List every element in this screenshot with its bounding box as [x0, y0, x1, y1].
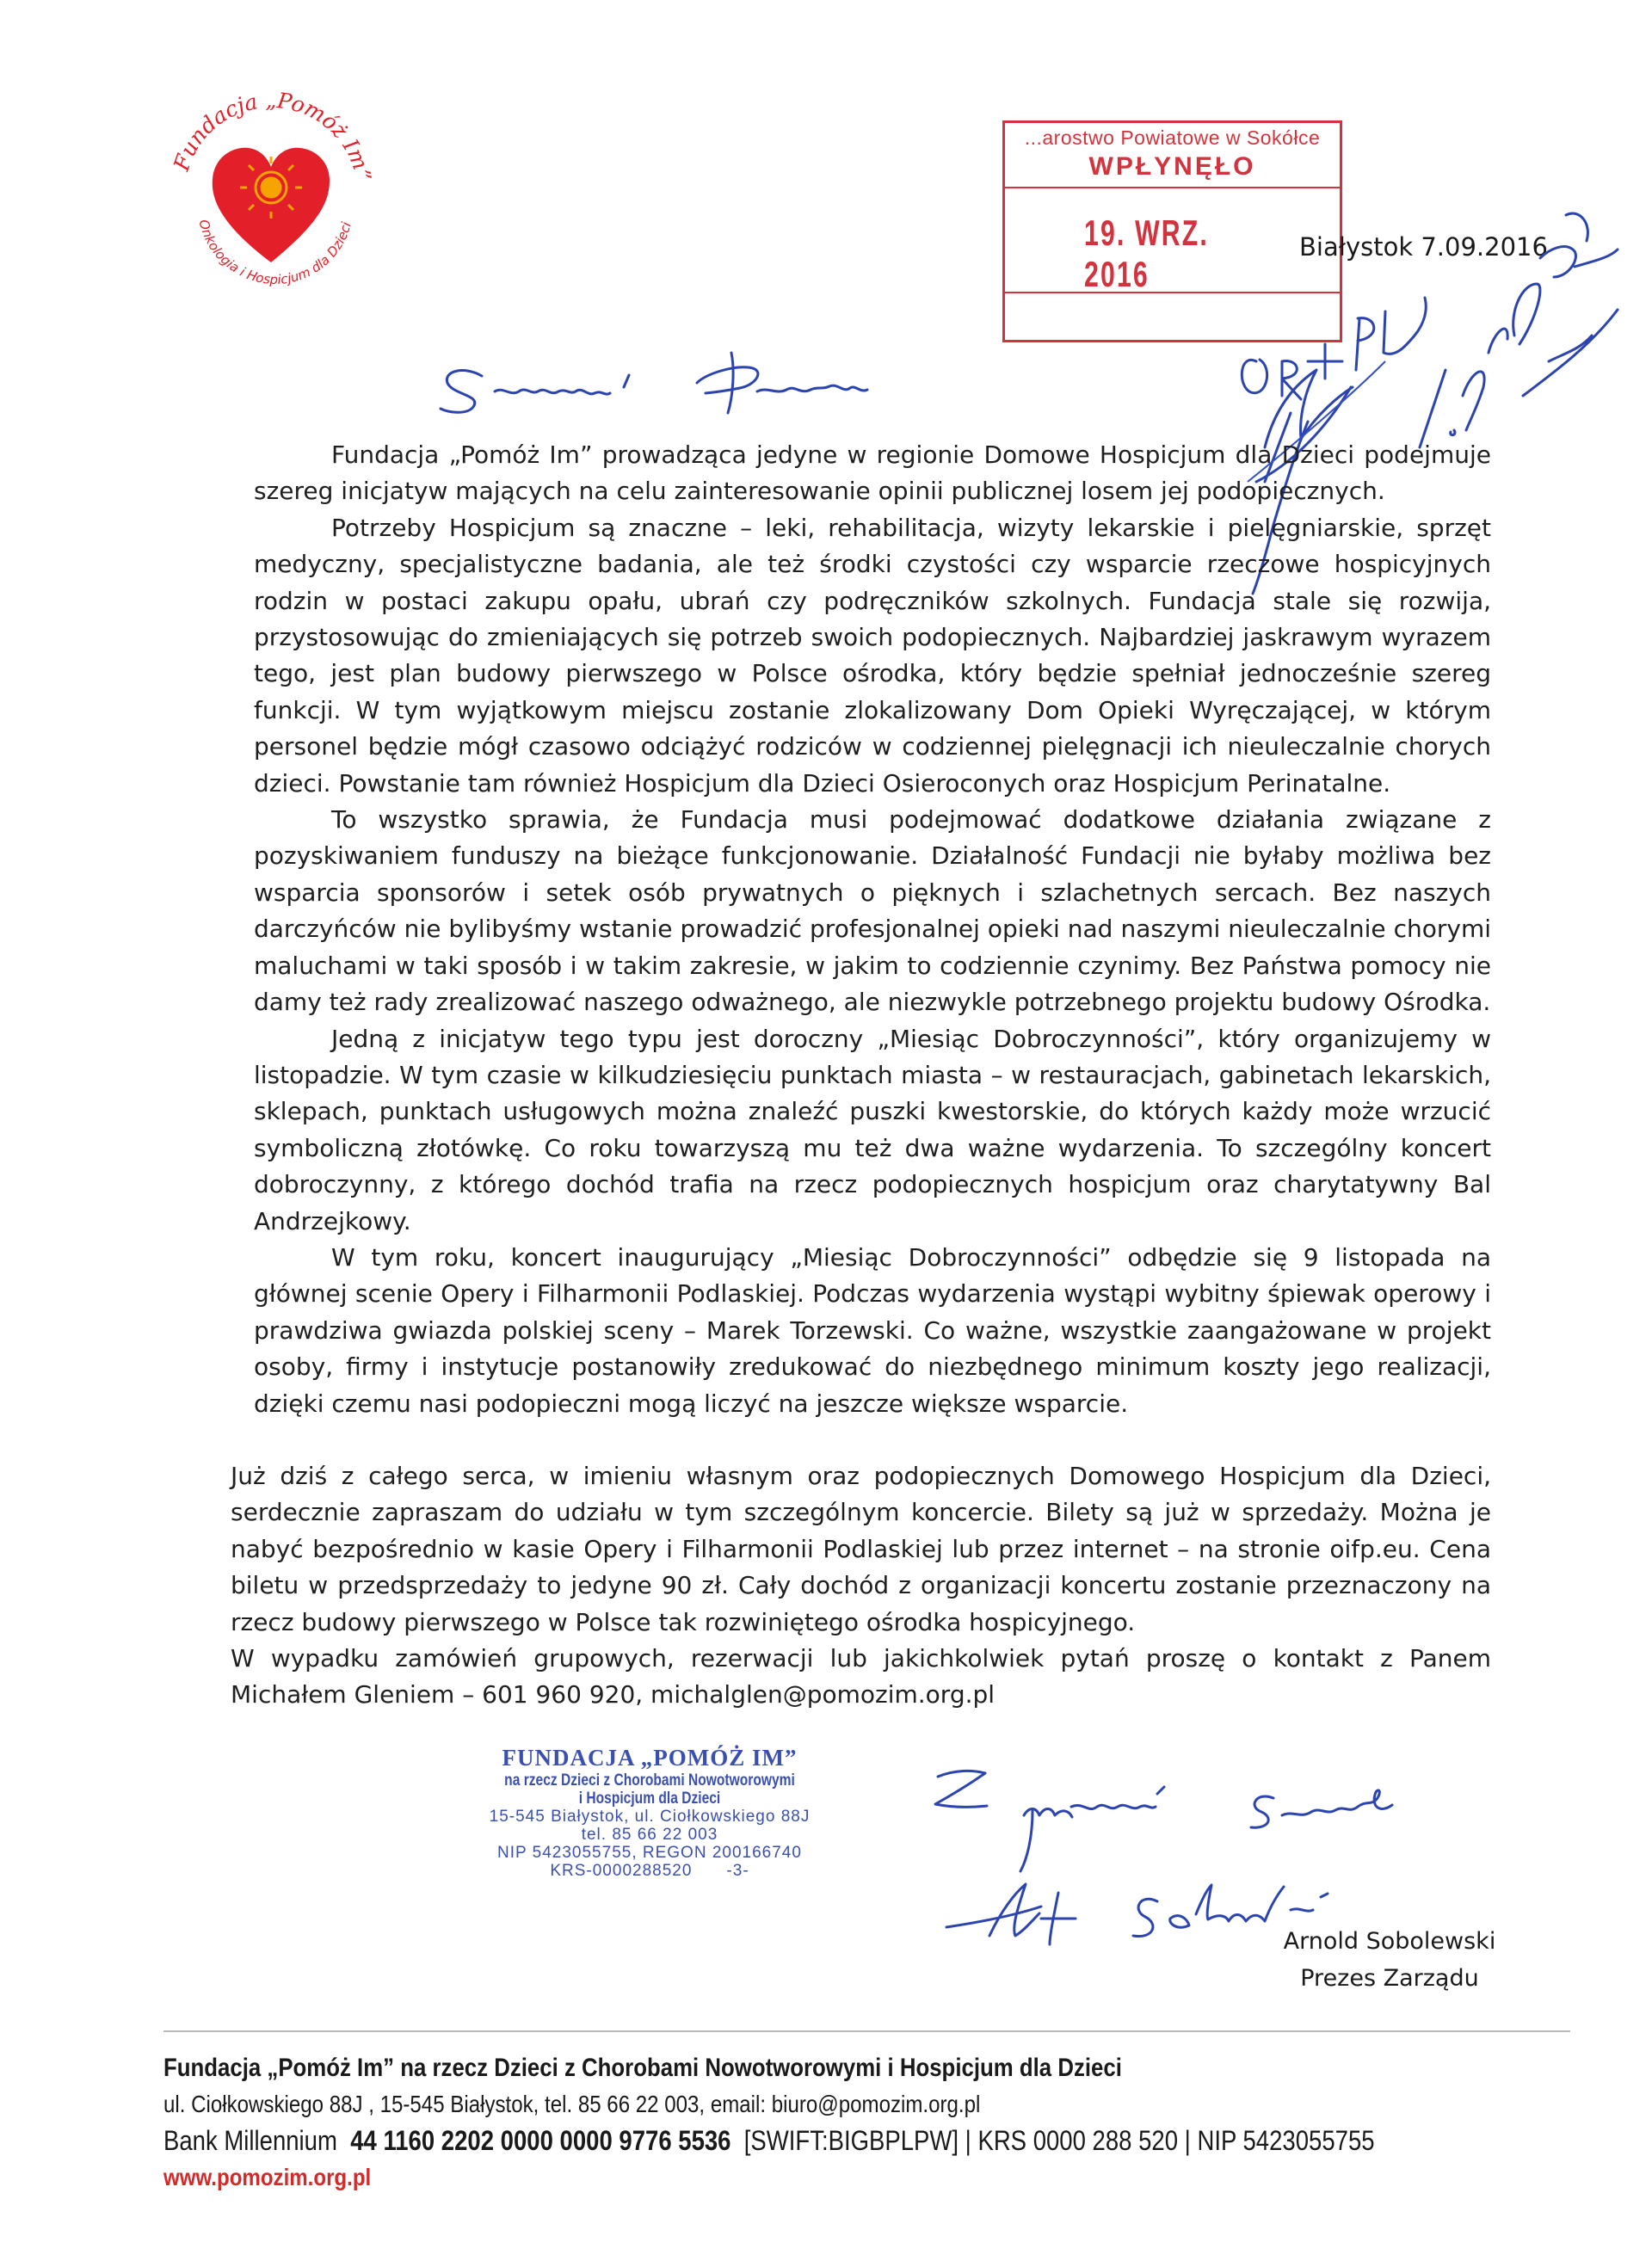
- stamp-krs: KRS-0000288520: [550, 1862, 693, 1880]
- logo-lower-text: Onkologia i Hospicjum dla Dzieci: [195, 218, 354, 288]
- closing-paragraph: Już dziś z całego serca, w imieniu własnym oraz podopiecznych Domowego Hospicjum dla Dzieci, serdecznie zapraszam do udziału w tym szczególnym koncercie. Bilety są już w sprzedaży. Można je nabyć bezpośrednio w kasie Opery i Filharmonii Podlaskiej lub przez internet – na stronie oifp.eu. Cena biletu w przedsprzedaży to jedyne 90 zł. Cały dochód z organizacji koncertu zostanie przeznaczony na rzecz budowy pierwszego w Polsce tak rozwiniętego ośrodka hospicyjnego.: [231, 1461, 1491, 1636]
- footer-account-number: 44 1160 2202 0000 0000 9776 5536: [350, 2125, 731, 2156]
- logo-arc-text: Fundacja „Pomóż Im”: [169, 87, 376, 183]
- footer-website-link[interactable]: www.pomozim.org.pl: [163, 2164, 372, 2190]
- foundation-stamp: [413, 1745, 886, 1880]
- stamp-line: [413, 1862, 886, 1880]
- letterhead-footer: [163, 2049, 1626, 2196]
- stamp-received: WPŁYNĘŁO: [1088, 152, 1256, 181]
- footer-divider: [163, 2030, 1570, 2032]
- stamp-line: 15-545 Białystok, ul. Ciołkowskiego 88J: [489, 1808, 811, 1826]
- signer-title: Prezes Zarządu: [1300, 1965, 1479, 1992]
- letter-paragraph: Fundacja „Pomóż Im” prowadząca jedyne w regionie Domowe Hospicjum dla Dzieci podejmuje szereg inicjatyw mających na celu zainteresowanie opinii publicznej losem jej podopiecznych.: [254, 440, 1491, 506]
- stamp-divider: [1005, 187, 1340, 188]
- letter-paragraph: Jedną z inicjatyw tego typu jest doroczny „Miesiąc Dobroczynności”, który organizujemy w listopadzie. W tym czasie w kilkudziesięciu punktach miasta – w restauracjach, gabinetach lekarskich, sklepach, punktach usługowych można znaleźć puszki kwestorskie, do których każdy może wrzucić symboliczną złotówkę. Co roku towarzyszą mu też dwa ważne wydarzenia. To szczególny koncert dobroczynny, z którego dochód trafia na rzecz podopiecznych hospicjum oraz charytatywny Bal Andrzejkowy.: [254, 1024, 1491, 1235]
- stamp-date: 19. WRZ. 2016: [1084, 213, 1209, 294]
- signer-block: [1273, 1923, 1506, 1997]
- closing-handwriting: [1251, 1790, 1392, 1827]
- foundation-logo-icon: [159, 77, 383, 293]
- letter-paragraph: Potrzeby Hospicjum są znaczne – leki, rehabilitacja, wizyty lekarskie i pielęgniarskie, sprzęt medyczny, specjalistyczne badania, ale też środki czystości czy wsparcie rzeczowe hospicyjnych rodzin w postaci zakupu opału, ubrań czy podręczników szkolnych. Fundacja stale się rozwija, przystosowując do zmieniających się potrzeb swoich podopiecznych. Najbardziej jaskrawym wyrazem tego, jest plan budowy pierwszego w Polsce ośrodka, który będzie spełniał jednocześnie szereg funkcji. W tym wyjątkowym miejscu zostanie zlokalizowany Dom Opieki Wyręczającej, w którym personel będzie mógł czasowo odciążyć rodziców w codziennej pielęgnacji ich nieuleczalnie chorych dzieci. Powstanie tam również Hospicjum dla Dzieci Osieroconych oraz Hospicjum Perinatalne.: [254, 513, 1491, 798]
- stamp-line: NIP 5423055755, REGON 200166740: [497, 1844, 802, 1862]
- footer-bank-line: [163, 2122, 1421, 2159]
- received-stamp: [1002, 120, 1342, 342]
- closing-handwriting: [935, 1771, 1164, 1871]
- stamp-office: ...arostwo Powiatowe w Sokółce: [1024, 126, 1321, 149]
- stamp-line: tel. 85 66 22 003: [581, 1826, 718, 1844]
- salutation-handwriting: [697, 353, 867, 413]
- contact-paragraph: W wypadku zamówień grupowych, rezerwacji lub jakichkolwiek pytań proszę o kontakt z Panem Michałem Gleniem – 601 960 920, michalglen@pomozim.org.pl: [231, 1644, 1491, 1709]
- footer-bank-label: Bank Millennium: [163, 2125, 337, 2156]
- heart-icon: [213, 148, 330, 262]
- letter-body: [231, 437, 1491, 1714]
- stamp-divider: [1005, 292, 1340, 293]
- place-date: Białystok 7.09.2016: [1299, 232, 1548, 262]
- salutation-handwriting: [441, 371, 629, 413]
- stamp-mark: -3-: [726, 1862, 749, 1880]
- footer-address: ul. Ciołkowskiego 88J , 15-545 Białystok, tel. 85 66 22 003, email: biuro@pomozim.org.pl: [163, 2091, 981, 2117]
- stamp-line: i Hospicjum dla Dzieci: [578, 1790, 721, 1808]
- letter-paragraph: W tym roku, koncert inaugurujący „Miesiąc Dobroczynności” odbędzie się 9 listopada na głównej scenie Opery i Filharmonii Podlaskiej. Podczas wydarzenia wystąpi wybitny śpiewak operowy i prawdziwa gwiazda polskiej sceny – Marek Torzewski. Co ważne, wszystkie zaangażowane w projekt osoby, firmy i instytucje postanowiły zredukować do niezbędnego minimum koszty jego realizacji, dzięki czemu nasi podopieczni mogą liczyć na jeszcze większe wsparcie.: [254, 1242, 1491, 1418]
- signer-name: Arnold Sobolewski: [1283, 1928, 1496, 1955]
- footer-org-name: Fundacja „Pomóż Im” na rzecz Dzieci z Chorobami Nowotworowymi i Hospicjum dla Dzieci: [163, 2054, 1122, 2082]
- footer-registry: [SWIFT:BIGBPLPW] | KRS 0000 288 520 | NIP 5423055755: [743, 2125, 1375, 2156]
- stamp-line: na rzecz Dzieci z Chorobami Nowotworowymi: [504, 1771, 795, 1790]
- stamp-foundation-name: FUNDACJA „POMÓŻ IM”: [502, 1745, 798, 1771]
- signature-handwriting: [946, 1884, 1076, 1944]
- paragraph-gap: [254, 1422, 1491, 1458]
- letter-paragraph: To wszystko sprawia, że Fundacja musi podejmować dodatkowe działania związane z pozyskiwaniem funduszy na bieżące funkcjonowanie. Działalność Fundacji nie byłaby możliwa bez wsparcia sponsorów i setek osób prywatnych o pięknych i szlachetnych sercach. Bez naszych darczyńców nie bylibyśmy wstanie prowadzić profesjonalnej opieki nad naszymi nieuleczalnie chorymi maluchami w taki sposób i w takim zakresie, w jakim to codziennie czynimy. Bez Państwa pomocy nie damy też rady zrealizować naszego odważnego, ale niezwykle potrzebnego projektu budowy Ośrodka.: [254, 805, 1491, 1017]
